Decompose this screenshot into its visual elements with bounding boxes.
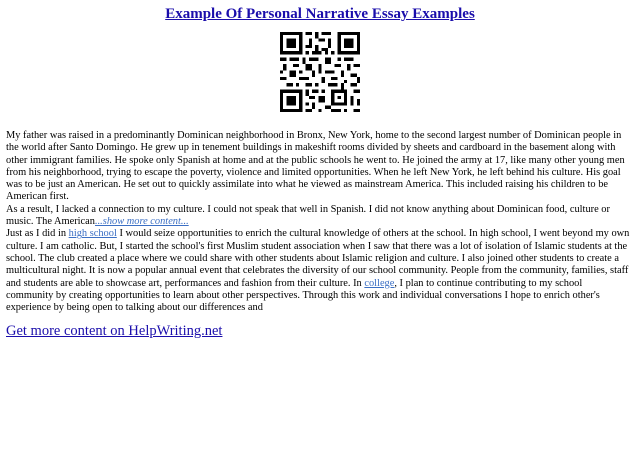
college-link[interactable]: college <box>364 277 395 289</box>
paragraph-3-part-2: I would seize opportunities to enrich the cultural knowledge of others at the school. In high school, I went beyond my own culture. I am catholic. But, I started the school's first Muslim student association when I saw that there was a lot of isolation of Islamic students at the school. The club created a place where we could share with other students about Islamic religion and culture. I also joined other students to create a multicultural night. It is now a popular annual event that celebrates the diversity of our school community. People from the community, families, staff and students are able to showcase art, performances and fashion from their culture. In <box>6 228 630 289</box>
high-school-link[interactable]: high school <box>68 228 117 240</box>
paragraph-1: My father was raised in a predominantly Dominican neighborhood in Bronx, New York, home to the second largest number of Dominican people in the world after Santo Domingo. He grew up in tenement buildings in makeshift rooms divided by sheets and cardboard in the basement along with other immigrant families. He spoke only Spanish at home and at the public schools he went to. He joined the army at 17, like many other young men from his neighborhood, trying to escape the poverty, violence and limited opportunities. When he left New York, he left behind his culture. His goal was to be just an American. He set out to quickly assimilate into what he viewed as mainstream America. This included raising his children to be American first. <box>6 130 625 203</box>
paragraph-2-text: As a result, I lacked a connection to my culture. I could not speak that well in Spanish. I did not know anything about Dominican food, culture or music. The American <box>6 203 610 228</box>
paragraph-3-part-1: Just as I did in <box>6 228 69 240</box>
show-more-link[interactable]: ...show more content... <box>94 216 189 228</box>
get-more-content-link[interactable]: Get more content on HelpWriting.net <box>6 323 223 339</box>
paragraph-3-part-3: , I plan to continue contributing to my school community by creating opportunities to learn about other perspectives. Through this work and individual conversations I hope to enrich other's experience by being open to talking about our differences and <box>6 277 600 314</box>
page-title-link[interactable]: Example Of Personal Narrative Essay Examples <box>165 6 475 22</box>
essay-body <box>6 130 632 314</box>
paragraph-2 <box>6 204 632 229</box>
paragraph-3 <box>6 228 632 314</box>
qr-code-icon <box>280 32 360 112</box>
